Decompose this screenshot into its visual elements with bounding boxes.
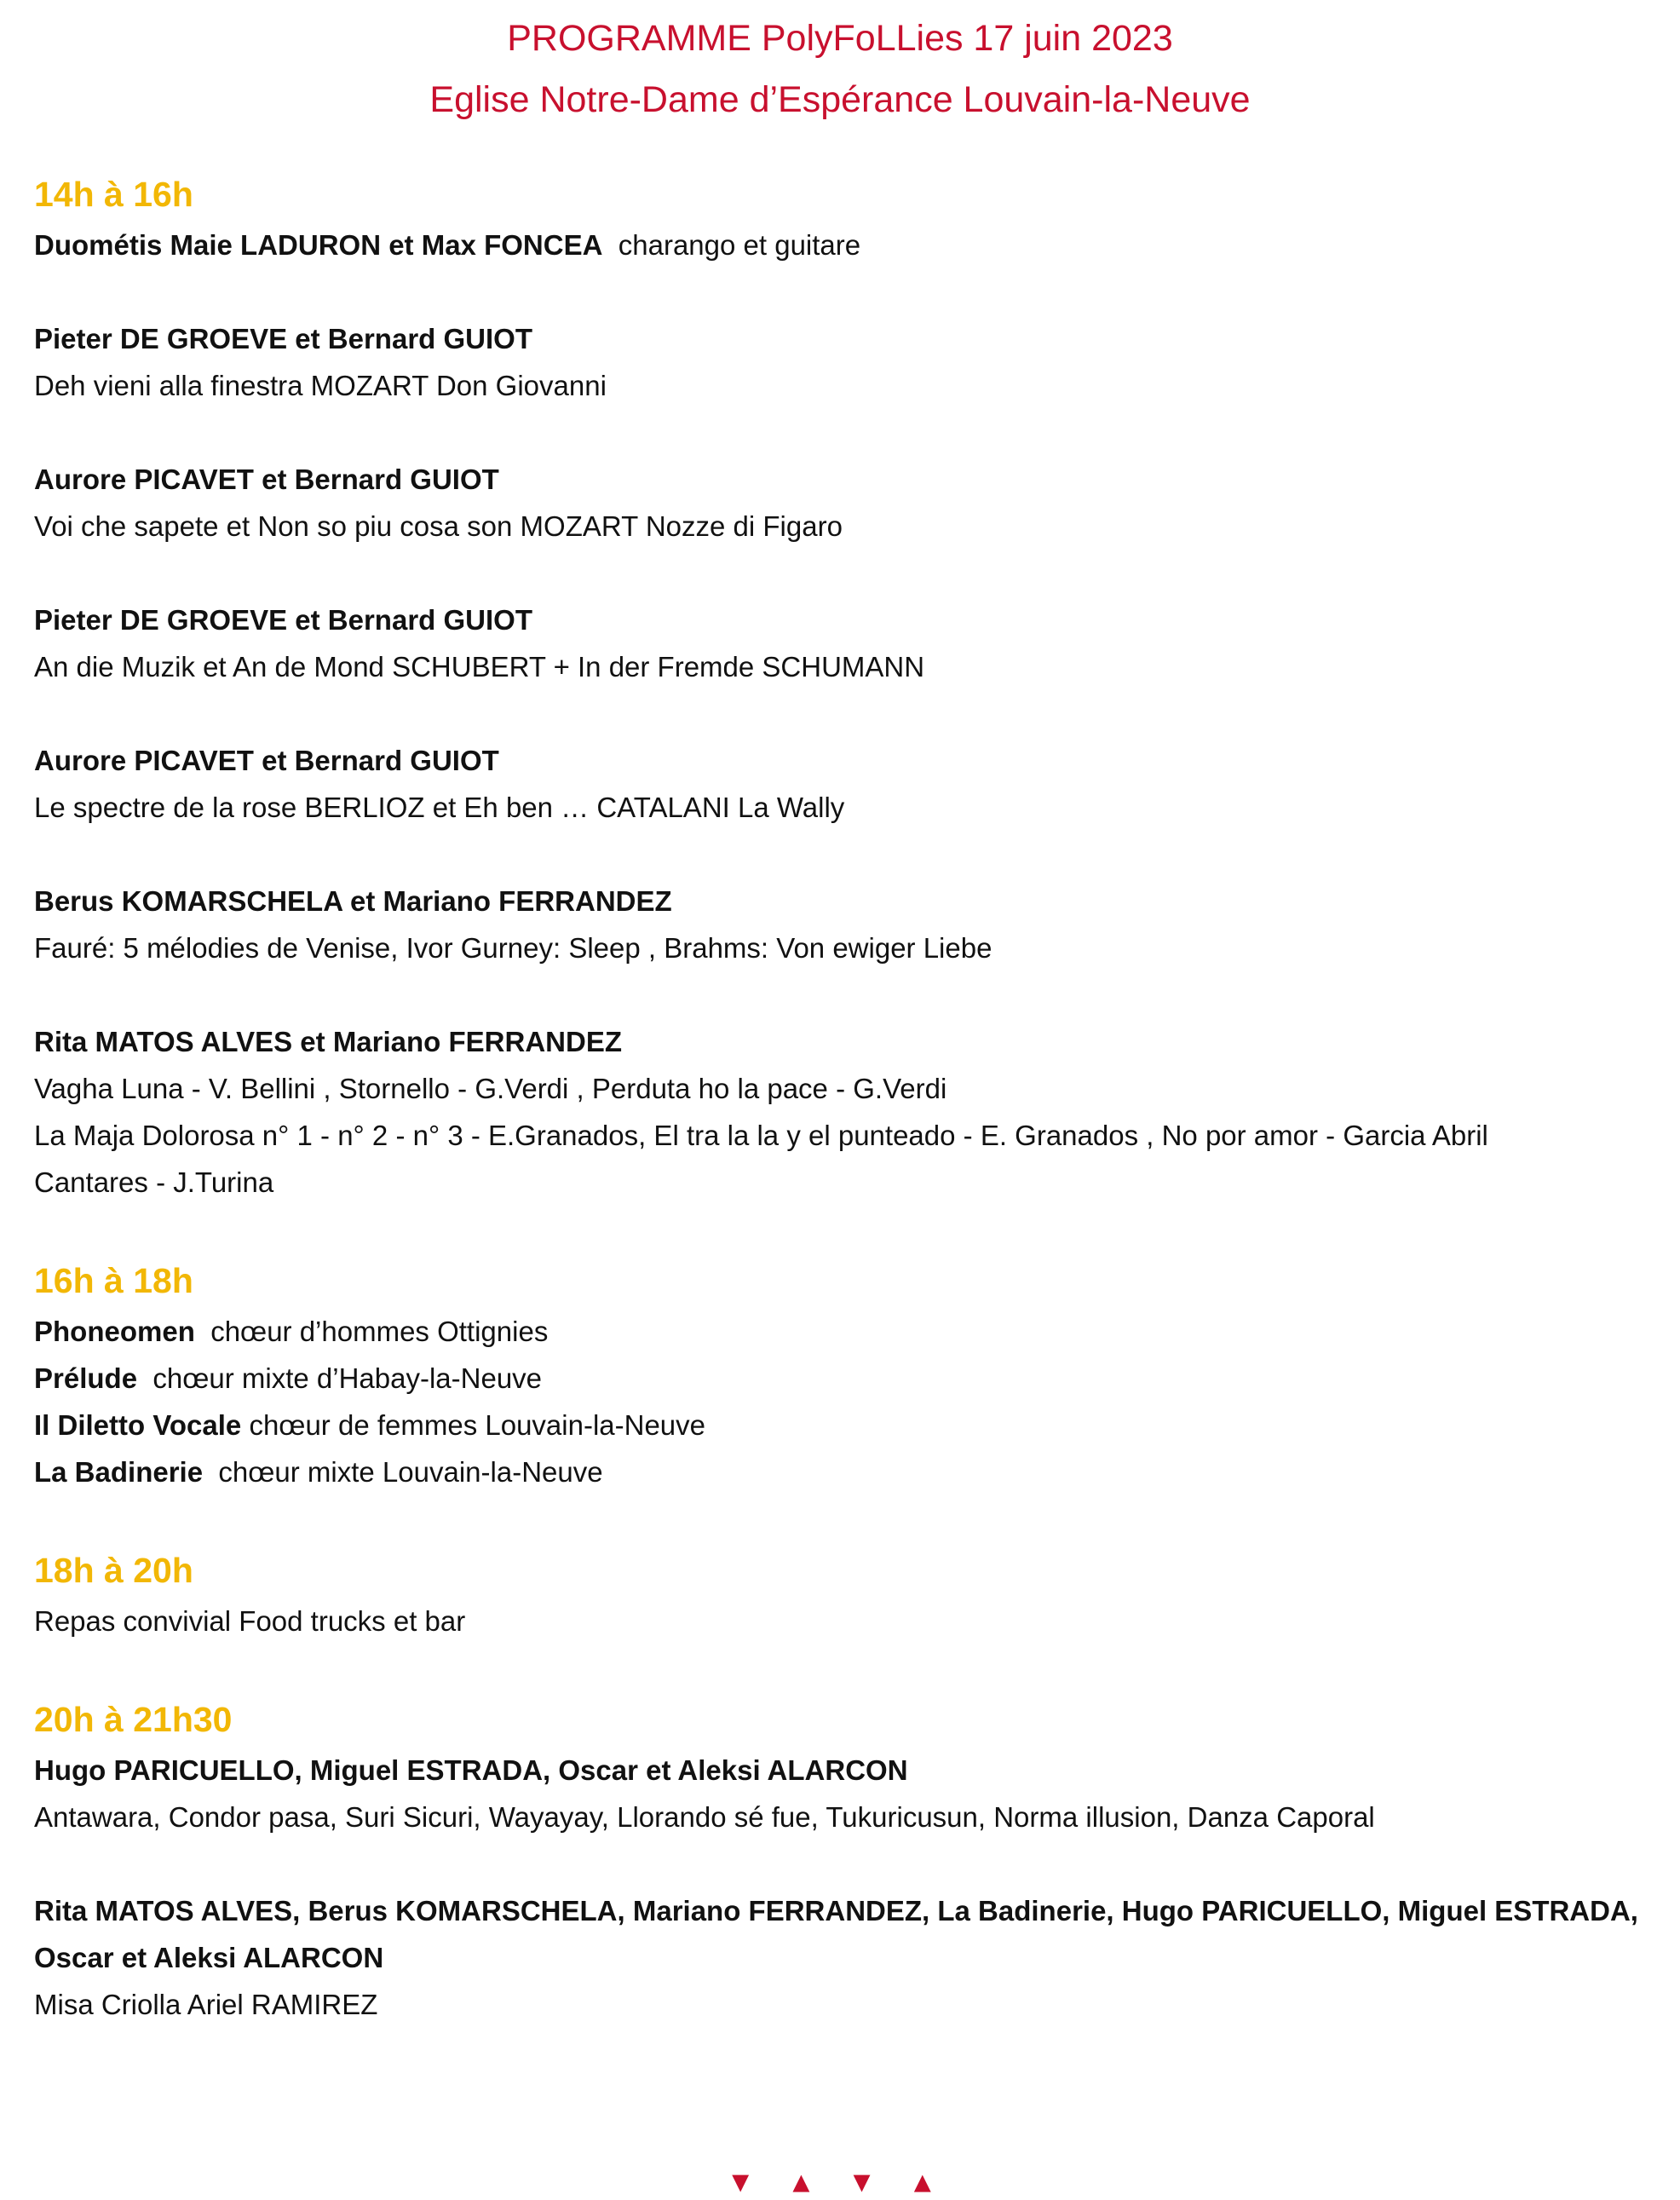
choir-name: La Badinerie xyxy=(34,1456,204,1488)
section-20h-21h30 xyxy=(34,1696,1653,2028)
repertoire-line: Antawara, Condor pasa, Suri Sicuri, Wayayay, Llorando sé fue, Tukuricusun, Norma illusion, Danza Caporal xyxy=(34,1801,1375,1833)
repertoire-line: Fauré: 5 mélodies de Venise, Ivor Gurney: Sleep , Brahms: Von ewiger Liebe xyxy=(34,932,992,964)
performer-names: Rita MATOS ALVES, Berus KOMARSCHELA, Mariano FERRANDEZ, La Badinerie, Hugo PARICUELLO, Miguel ESTRADA, xyxy=(34,1895,1638,1926)
repertoire-line: Voi che sapete et Non so piu cosa son MOZART Nozze di Figaro xyxy=(34,510,843,542)
time-slot-heading: 18h à 20h xyxy=(34,1551,193,1590)
time-slot-heading: 16h à 18h xyxy=(34,1261,193,1300)
performer-names: Pieter DE GROEVE et Bernard GUIOT xyxy=(34,604,532,636)
section-16h-18h xyxy=(34,1257,1653,1495)
choir-detail: chœur mixte d’Habay-la-Neuve xyxy=(137,1362,543,1394)
performer-names: Duométis Maie LADURON et Max FONCEA xyxy=(34,229,603,261)
repertoire-line: La Maja Dolorosa n° 1 - n° 2 - n° 3 - E.Granados, El tra la la y el punteado - E. Granados , No por amor - Garcia Abril xyxy=(34,1120,1488,1151)
performer-names: Pieter DE GROEVE et Bernard GUIOT xyxy=(34,323,532,354)
time-slot-heading: 20h à 21h30 xyxy=(34,1700,233,1739)
choir-line xyxy=(34,1402,1653,1448)
choir-line xyxy=(34,1448,1653,1495)
repertoire-line: Deh vieni alla finestra MOZART Don Giovanni xyxy=(34,370,607,401)
section-14h-16h xyxy=(34,170,1653,1206)
repertoire-line: Cantares - J.Turina xyxy=(34,1166,274,1198)
cropped-decoration: ▾ ▴ ▾ ▴ xyxy=(732,2163,948,2200)
time-slot-heading: 14h à 16h xyxy=(34,175,193,214)
performance-line xyxy=(34,222,1653,268)
choir-line xyxy=(34,1355,1653,1402)
repertoire-line: Le spectre de la rose BERLIOZ et Eh ben … CATALANI La Wally xyxy=(34,792,845,823)
repertoire-line: An die Muzik et An de Mond SCHUBERT + In der Fremde SCHUMANN xyxy=(34,651,925,682)
performer-names: Oscar et Aleksi ALARCON xyxy=(34,1942,384,1973)
choir-line xyxy=(34,1308,1653,1355)
program-title: PROGRAMME PolyFoLLies 17 juin 2023 xyxy=(507,18,1173,59)
choir-detail: chœur mixte Louvain-la-Neuve xyxy=(203,1456,603,1488)
performer-names: Rita MATOS ALVES et Mariano FERRANDEZ xyxy=(34,1026,623,1057)
performer-names: Aurore PICAVET et Bernard GUIOT xyxy=(34,745,499,776)
choir-detail: chœur de femmes Louvain-la-Neuve xyxy=(241,1409,706,1441)
program-content xyxy=(34,170,1653,2028)
repertoire-line: Misa Criolla Ariel RAMIREZ xyxy=(34,1989,378,2020)
choir-detail: chœur d’hommes Ottignies xyxy=(194,1316,549,1347)
section-18h-20h xyxy=(34,1546,1653,1644)
choir-name: Prélude xyxy=(34,1362,138,1394)
repertoire-line: Vagha Luna - V. Bellini , Stornello - G.Verdi , Perduta ho la pace - G.Verdi xyxy=(34,1073,947,1104)
instrument-detail: charango et guitare xyxy=(602,229,861,261)
performer-names: Berus KOMARSCHELA et Mariano FERRANDEZ xyxy=(34,885,672,917)
venue-subtitle: Eglise Notre-Dame d’Espérance Louvain-la-Neuve xyxy=(429,79,1251,120)
performer-names: Hugo PARICUELLO, Miguel ESTRADA, Oscar et Aleksi ALARCON xyxy=(34,1754,908,1786)
choir-name: Il Diletto Vocale xyxy=(34,1409,242,1441)
performer-names: Aurore PICAVET et Bernard GUIOT xyxy=(34,464,499,495)
choir-name: Phoneomen xyxy=(34,1316,195,1347)
meal-line: Repas convivial Food trucks et bar xyxy=(34,1605,466,1637)
